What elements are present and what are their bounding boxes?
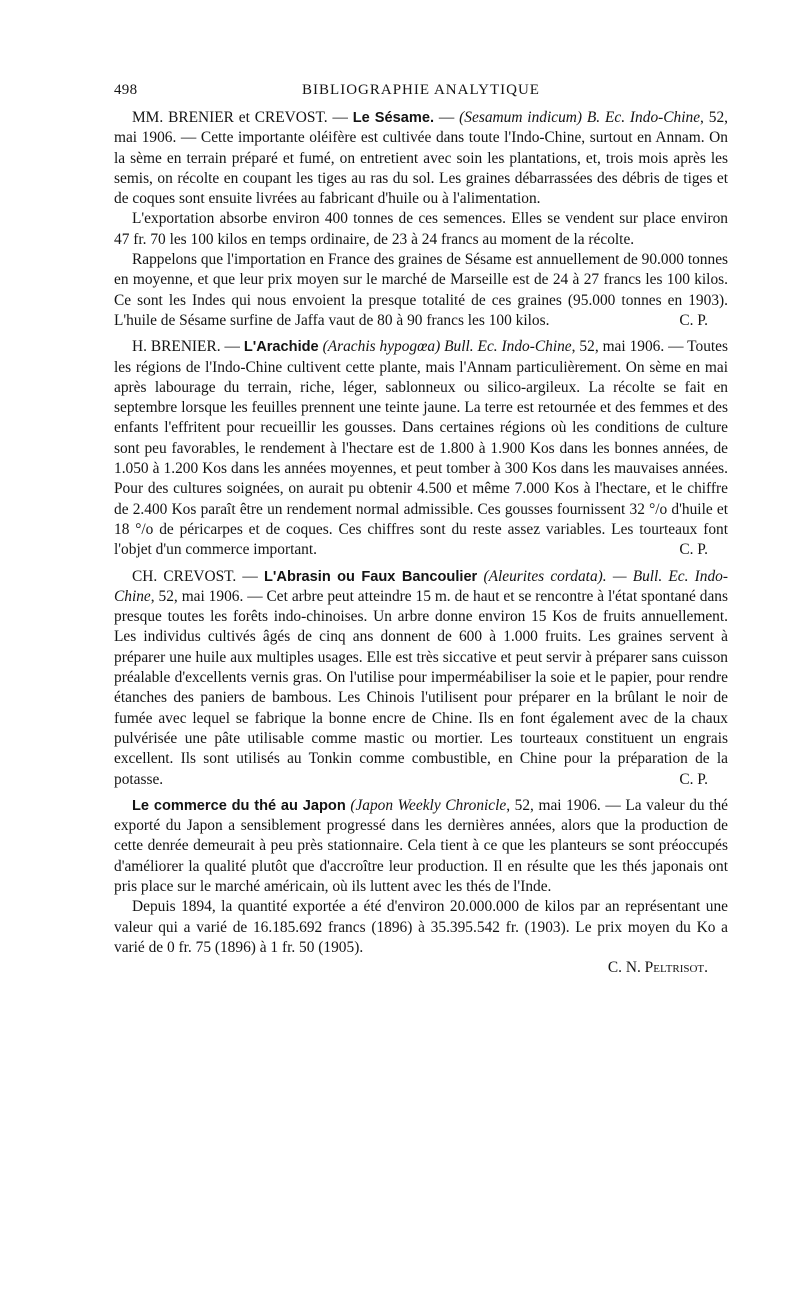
entry-title: L'Arachide [243,339,319,356]
entry-text: , 52, mai 1906. — Toutes les régions de l'Indo-Chine cultivent cette plante, mais l'Annam particulièrement. On sème en mai après labourage du terrain, riche, léger, sablonneux ou silico-argileux. La récolte se fait en septembre lorsque les feuilles prennent une teinte jaune. La terre est retournée et des femmes et des enfants l'effritent pour recueillir les gousses. Dans certaines régions où les conditions de culture sont peu favorables, le rendement à l'hectare est de 1.800 à 1.900 Kos dans les bonnes années, de 1.050 à 1.200 Kos dans les années moyennes, et peut tomber à 300 Kos dans les mauvaises années. Pour des cultures soignées, on aurait pu obtenir 4.500 et même 7.000 Kos à l'hectare, et le chiffre de 2.400 Kos paraît être un rendement normal admissible. Ces gousses fournissent 32 °/o d'huile et 18 °/o de péricarpes et de coques. Ces chiffres sont du reste assez variables. Les tourteaux font l'objet d'un commerce important. [114,338,728,559]
entry-arachide [114,337,728,560]
latin-name: (Arachis hypogœa) [322,338,441,356]
signature: C. P. [679,770,708,788]
entry-text: , 52, mai 1906. — Cette importante oléifère est cultivée dans toute l'Indo-Chine, surtout en Annam. On la sème en terrain préparé et fumé, on entretient avec soin les plantations, et, trois mois après les semis, on récolte en coupant les tiges au ras du sol. Les graines débarrassées des débris de tiges et de coques sont ensuite livrées au fabricant d'huile ou à l'alimentation. [114,109,728,208]
entry-authors: H. BRENIER. — [132,338,244,356]
entry-sesame [114,108,728,331]
entry-text: Depuis 1894, la quantité exportée a été d'environ 20.000.000 de kilos par an représentant une valeur qui a varié de 16.185.692 francs (1896) à 35.395.542 fr. (1903). Le prix moyen du Ko a varié de 0 fr. 75 (1896) à 1 fr. 50 (1905). [114,898,728,956]
paragraph [114,337,728,560]
page-header [114,82,728,108]
entry-text: , 52, mai 1906. — La valeur du thé exporté du Japon a sensiblement progressé dans les dernières années, alors que la production de cette denrée demeurait à peu près stationnaire. Cela tient à ce que les planteurs se sont préoccupés d'améliorer la qualité plutôt que d'accroître leur production. Il en résulte que les thés japonais ont pris place sur le marché américain, où ils luttent avec les thés de l'Inde. [114,796,728,895]
signature: C. P. [679,541,708,559]
signature: C. P. [679,311,708,329]
paragraph [114,567,728,790]
latin-name: (Sesamum indicum) [459,109,583,126]
entry-text: L'exportation absorbe environ 400 tonnes de ces semences. Elles se vendent sur place environ 47 fr. 70 les 100 kilos en temps ordinaire, de 23 à 24 francs au moment de la récolte. [114,210,728,248]
source-journal: — Bull. Ec. Indo-Chine [114,567,728,605]
entry-text: , 52, mai 1906. — Cet arbre peut atteindre 15 m. de haut et se rencontre à l'état spontané dans presque toutes les forêts indo-chinoises. Un arbre donne environ 15 Kos de fruits annuellement. Les individus cultivés âgés de cinq ans donnent de 600 à 1.000 fruits. Les graines servent à préparer une huile aux multiples usages. Elle est très siccative et peut servir à préparer sans cuisson préalable d'excellents vernis gras. On l'utilise pour imperméabiliser la soie et le papier, pour rendre étanches des paniers de bambous. Les Chinois l'utilisent pour préparer en la brûlant le noir de fumée avec lequel se fabrique la bonne encre de Chine. Ils en font également avec de la chaux pulvérisée une pâte utilisable comme mastic ou mortier. Les tourteaux constituent un engrais excellent. Ils sont utilisés au Tonkin comme combustible, en Chine pour la préparation de la potasse. [114,587,728,788]
entry-the-japon [114,796,728,979]
entry-abrasin [114,567,728,790]
latin-name: (Aleurites cordata). [483,567,607,585]
source-journal: Bull. Ec. Indo-Chine [440,338,572,356]
paragraph [114,209,728,250]
signature-text: C. N. Peltrisot. [607,959,708,977]
separator: — [434,109,460,126]
running-title: BIBLIOGRAPHIE ANALYTIQUE [302,82,540,98]
entry-authors: MM. BRENIER et CREVOST. — [132,109,353,126]
source-journal: B. Ec. Indo-Chine [582,109,701,126]
paragraph [114,796,728,897]
entry-title: Le Sésame. [352,110,435,126]
entry-title: Le commerce du thé au Japon [132,797,346,814]
entry-authors: CH. CREVOST. — [132,567,265,585]
page-number: 498 [114,82,138,98]
entry-title: L'Abrasin ou Faux Bancoulier [264,568,478,585]
source-journal: (Japon Weekly Chronicle [350,796,507,814]
signature [114,958,728,978]
paragraph [114,250,728,331]
paragraph [114,108,728,209]
paragraph [114,897,728,958]
entry-text: Rappelons que l'importation en France des graines de Sésame est annuellement de 90.000 tonnes en moyenne, et que leur prix moyen sur le marché de Marseille est de 24 à 27 francs les 100 kilos. Ce sont les Indes qui nous envoient la presque totalité de ces graines (95.000 tonnes en 1903). L'huile de Sésame surfine de Jaffa vaut de 80 à 90 francs les 100 kilos. [114,251,729,329]
